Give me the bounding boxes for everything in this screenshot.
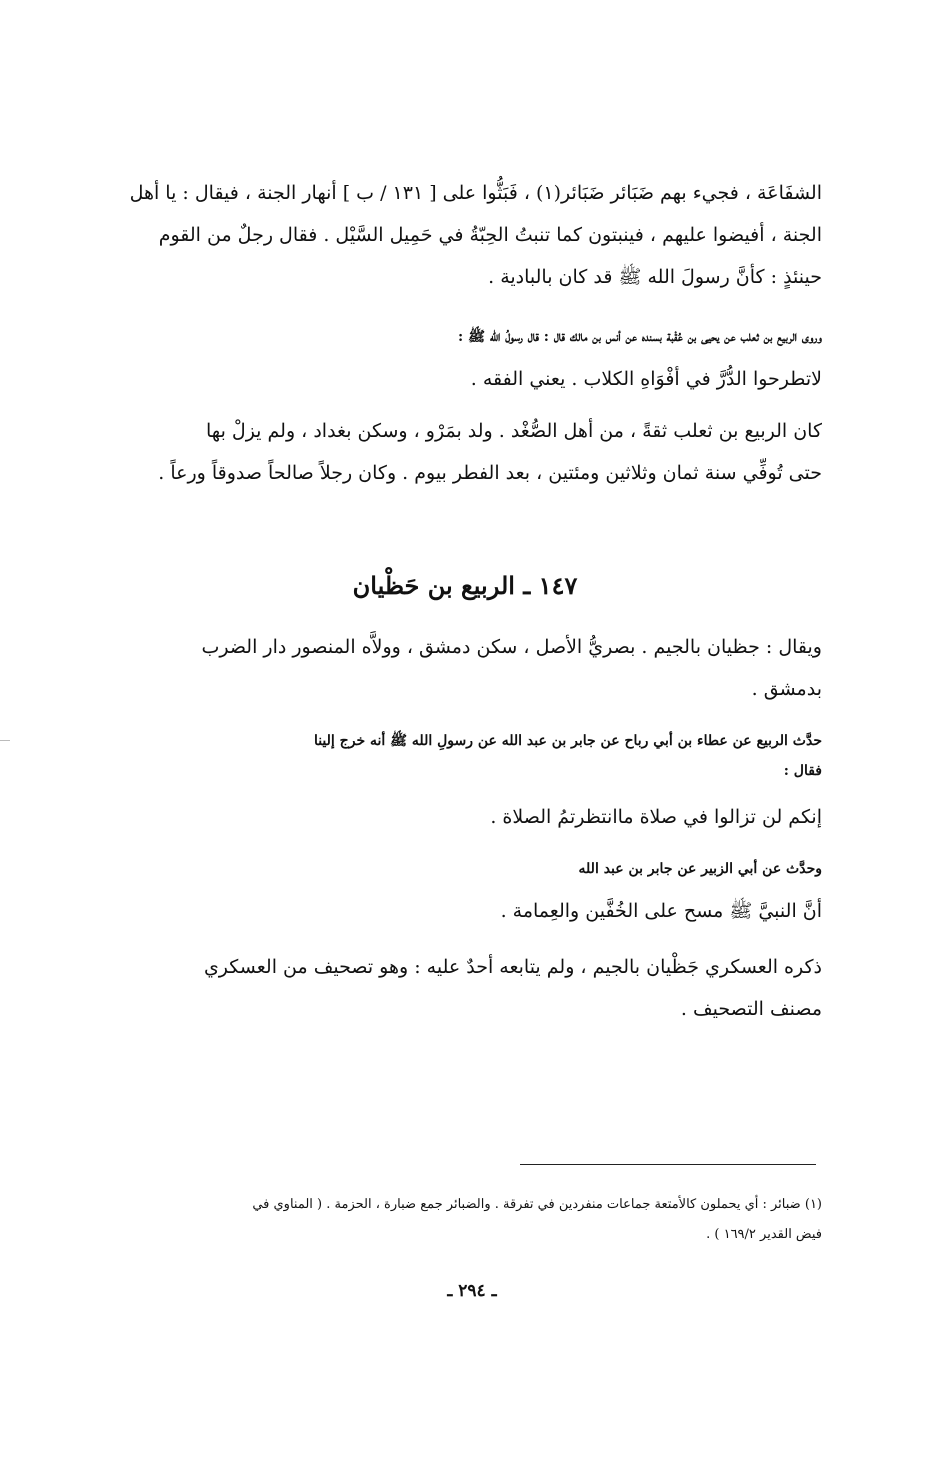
hadith-line: إنكم لن تزالوا في صلاة ماانتظرتمُ الصلاة . [490,806,822,828]
text-line: حينئذٍ : كأنَّ رسولَ الله ﷺ قد كان بالبادية . [488,266,822,288]
paragraph-askari-note [108,946,822,1030]
paragraph-hadith-prayer [108,796,822,838]
page-number: ـ ٢٩٤ ـ [447,1281,497,1301]
paragraph-hadith-khuffayn [108,890,822,932]
footnote-line: (١) ضبائر : أي يحملون كالأمتعة جماعات منفردين في تفرقة . والضبائر جمع ضبارة ، الحزمة . ( المناوي في [252,1197,822,1212]
text-line: حتى تُوفِّي سنة ثمان وثلاثين ومئتين ، بعد الفطر بيوم . وكان رجلاً صالحاً صدوقاً ورعاً . [158,462,822,484]
paragraph-intercession [108,172,822,298]
hadith-line: لاتطرحوا الدُّرَّ في أفْوَاهِ الكلاب . يعني الفقه . [470,368,822,390]
paragraph-isnad-ata [108,726,822,786]
footnote-separator [520,1164,816,1165]
isnad-line: فقال : [783,763,822,779]
isnad-line: حدَّث الربيع عن عطاء بن أبي رباح عن جابر بن عبد الله عن رسولِ الله ﷺ أنه خرج إلينا [313,733,822,749]
margin-mark [0,740,10,741]
text-line: الشفَاعَة ، فجيء بهم ضَبَائر ضَبَائر(١) ، فَبَثُّوا على [ ١٣١ / ب ] أنهار الجنة ، فيقال : يا أهل [129,182,822,204]
paragraph-isnad-rabi-thalab [108,322,822,352]
isnad-line: وحدَّث عن أبي الزبير عن جابر بن عبد الله [578,861,822,877]
hadith-line: أنَّ النبيَّ ﷺ مسح على الخُفَّين والعِمامة . [500,900,822,922]
text-line: ذكره العسكري جَظْيان بالجيم ، ولم يتابعه أحدٌ عليه : وهو تصحيف من العسكري [203,956,822,978]
paragraph-isnad-abi-zubayr [108,854,822,884]
paragraph-hadith-pearls [108,358,822,400]
paragraph-name-variant [108,626,822,710]
footnote-line: فيض القدير ١٦٩/٢ ) . [706,1227,822,1242]
text-line: الجنة ، أفيضوا عليهم ، فينبتون كما تنبتُ الحِبّةُ في حَمِيل السَّيْل . فقال رجلٌ من القوم [158,224,822,246]
text-line: بدمشق . [751,678,822,700]
paragraph-biography-rabi-thalab [108,410,822,494]
entry-heading: ١٤٧ ـ الربيع بن حَظْيان [352,571,578,600]
footnote [108,1190,822,1250]
text-line: كان الربيع بن ثعلب ثقةً ، من أهل الصُّغْد . ولد بمَرْو ، وسكن بغداد ، ولم يزلْ بها [206,420,822,442]
text-line: ويقال : جظيان بالجيم . بصريُّ الأصل ، سكن دمشق ، وولاَّه المنصور دار الضرب [201,636,822,658]
isnad-line: وروى الربيع بن ثعلب عن يحيى بن عُقْبة بسنده عن أنس بن مالك قال : قال رسولُ الله ﷺ : [458,329,822,345]
text-line: مصنف التصحيف . [680,998,822,1020]
